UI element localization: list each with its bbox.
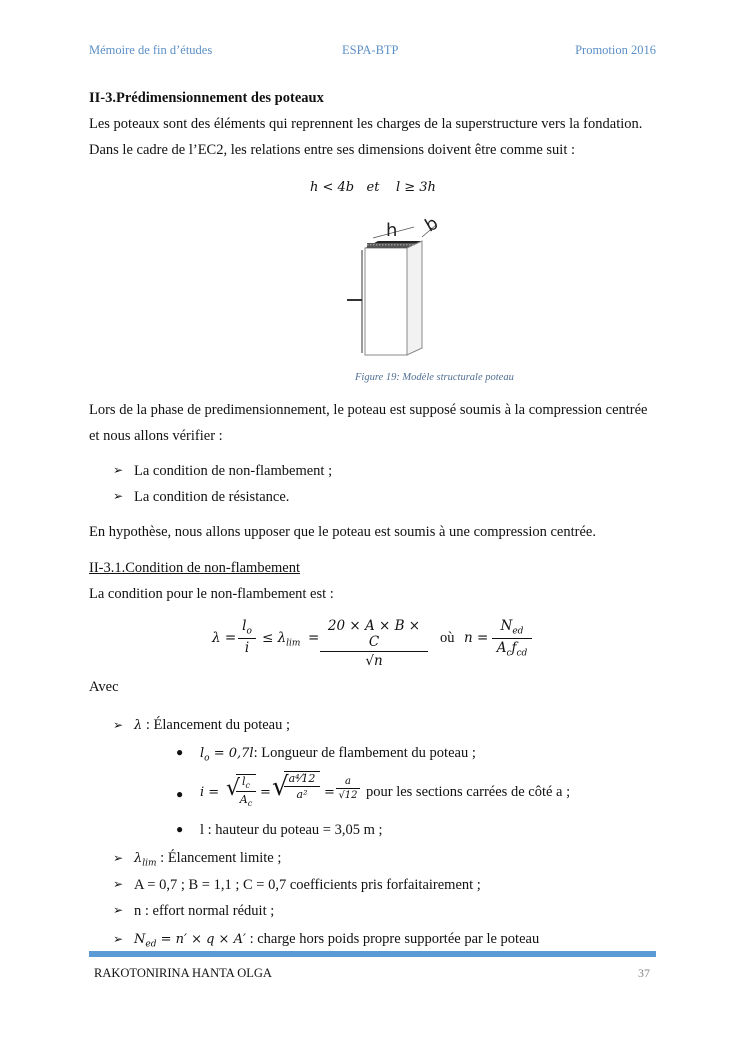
def-lambda: λ : Élancement du poteau ; [134,717,291,733]
arrow-bullet-icon: ➢ [113,932,124,946]
arrow-bullet-icon: ➢ [113,718,124,732]
dot-bullet-icon: ● [176,822,184,836]
header-right: Promotion 2016 [575,43,656,57]
footer-author: RAKOTONIRINA HANTA OLGA [94,966,272,980]
header-center: ESPA-BTP [342,43,399,57]
def-lo: $l_o = 0,7l$: Longueur de flambement du poteau ; [200,745,476,764]
avec-label: Avec [89,679,119,695]
subsection-title: II-3.1.Condition de non-flambement [89,560,301,576]
figure-caption: Figure 19: Modèle structurale poteau [355,372,514,383]
def-coefficients: A = 0,7 ; B = 1,1 ; C = 0,7 coefficients pris forfaitairement ; [134,877,481,893]
column-side-face [407,241,422,355]
dot-bullet-icon: ● [176,745,184,759]
def-ned: $N_{ed} = n' \times q \times A'$ : charge hors poids propre supportée par le poteau [134,931,540,950]
check-item: La condition de résistance. [134,489,290,505]
phase-line-2: et nous allons vérifier : [89,428,223,444]
section-title: II-3.Prédimensionnement des poteaux [89,90,324,106]
arrow-bullet-icon: ➢ [113,877,124,891]
figure-label-h: h [386,220,398,241]
dot-bullet-icon: ● [176,787,184,801]
subsection-intro: La condition pour le non-flambement est : [89,586,334,602]
figure-label-b: b [421,212,442,237]
def-n: n : effort normal réduit ; [134,903,275,919]
dimension-relation: h < 4b et l ≥ 3h [310,180,436,195]
column-front-face [365,248,407,355]
check-item: La condition de non-flambement ; [134,463,333,479]
phase-line-1: Lors de la phase de predimensionnement, le poteau est supposé soumis à la compression centrée [89,402,648,418]
column-figure [340,205,450,365]
intro-line-1: Les poteaux sont des éléments qui reprennent les charges de la superstructure vers la fondation. [89,116,643,132]
hypothesis-text: En hypothèse, nous allons upposer que le poteau est soumis à une compression centrée. [89,524,596,540]
header-left: Mémoire de fin d’études [89,43,213,57]
def-lambda-lim: $\lambda_{lim}$ : Élancement limite ; [134,850,282,869]
footer-divider [89,951,656,957]
arrow-bullet-icon: ➢ [113,903,124,917]
buckling-formula: λ = $\frac{l_o}{i}$ ≤ $\lambda_{lim}$ = $\frac{20 \times A \times B \times C}{√n}$ où n = $N_{ed}$ $A_cf_{cd}$ [212,618,542,662]
arrow-bullet-icon: ➢ [113,463,124,477]
def-i: i = √ $\frac{l_c}{A_c}$ = √ $\frac{\text{a⁴⁄12}}{\text{a²}}$ = $\frac{a}{√12}$ pour les sections carrées de côté a ; [200,772,571,809]
page-number: 37 [638,966,650,980]
arrow-bullet-icon: ➢ [113,851,124,865]
def-l: l : hauteur du poteau = 3,05 m ; [200,822,383,838]
arrow-bullet-icon: ➢ [113,489,124,503]
intro-line-2: Dans le cadre de l’EC2, les relations entre ses dimensions doivent être comme suit : [89,142,576,158]
